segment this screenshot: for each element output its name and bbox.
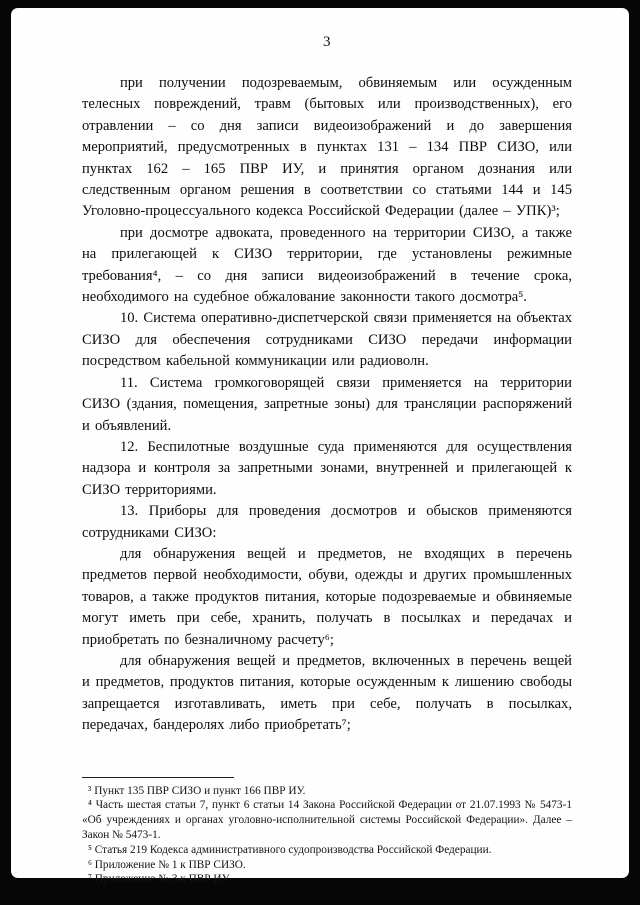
paragraph: при получении подозреваемым, обвиняемым или осужденным телесных повреждений, травм (бытовых или производственных), его отравлении – со дня записи видеоизображений и до завершения мероприятий, предусмотренных в пунктах 131 – 134 ПВР СИЗО, или пунктах 162 – 165 ПВР ИУ, и принятия органом дознания или следственным органом решения в соответствии со статьями 144 и 145 Уголовно-процессуального кодекса Российской Федерации (далее – УПК)³;: [82, 75, 572, 220]
page-number: 3: [323, 34, 331, 50]
paragraph: для обнаружения вещей и предметов, не входящих в перечень предметов первой необходимости, обуви, одежды и других промышленных товаров, а также продуктов питания, которые подозреваемые и обвиняемые могут иметь при себе, хранить, получать в посылках и передачах и приобретать по безналичному расчету⁶;: [82, 545, 572, 648]
document-body: [82, 73, 572, 737]
paragraph: 10. Система оперативно-диспетчерской связи применяется на объектах СИЗО для обеспечения сотрудниками СИЗО передачи информации посредством кабельной коммуникации или радиоволн.: [82, 310, 572, 370]
paragraph: 13. Приборы для проведения досмотров и обысков применяются сотрудниками СИЗО:: [82, 503, 572, 541]
paragraph: при досмотре адвоката, проведенного на территории СИЗО, а также на прилегающей к СИЗО территории, где установлены режимные требования⁴, – со дня записи видеоизображений в течение срока, необходимого на судебное обжалование законности такого досмотра⁵.: [82, 224, 572, 306]
paragraph: 12. Беспилотные воздушные суда применяются для осуществления надзора и контроля за запретными зонами, внутренней и прилегающей к СИЗО территориями.: [82, 438, 572, 498]
footnote: ⁵ Статья 219 Кодекса административного судопроизводства Российской Федерации.: [88, 843, 492, 856]
footnote: ⁷ Приложение № 3 к ПВР ИУ.: [88, 873, 231, 886]
footnote: ⁶ Приложение № 1 к ПВР СИЗО.: [88, 858, 246, 871]
paragraph: 11. Система громкоговорящей связи применяется на территории СИЗО (здания, помещения, запретные зоны) для трансляции распоряжений и объявлений.: [82, 374, 572, 434]
paragraph: для обнаружения вещей и предметов, включенных в перечень вещей и предметов, продуктов питания, которые осужденным к лишению свободы запрещается изготавливать, иметь при себе, получать в посылках, передачах, бандеролях либо приобретать⁷;: [82, 652, 572, 734]
footnote: ³ Пункт 135 ПВР СИЗО и пункт 166 ПВР ИУ.: [88, 784, 306, 797]
footnotes-section: [82, 777, 572, 888]
document-page: [11, 8, 629, 886]
footnote-separator: [82, 777, 234, 778]
footnote: ⁴ Часть шестая статьи 7, пункт 6 статьи 14 Закона Российской Федерации от 21.07.1993 № 5473-1 «Об учреждениях и органах уголовно-исполнительной системы Российской Федерации». Далее – Закон № 5473-1.: [82, 799, 572, 841]
